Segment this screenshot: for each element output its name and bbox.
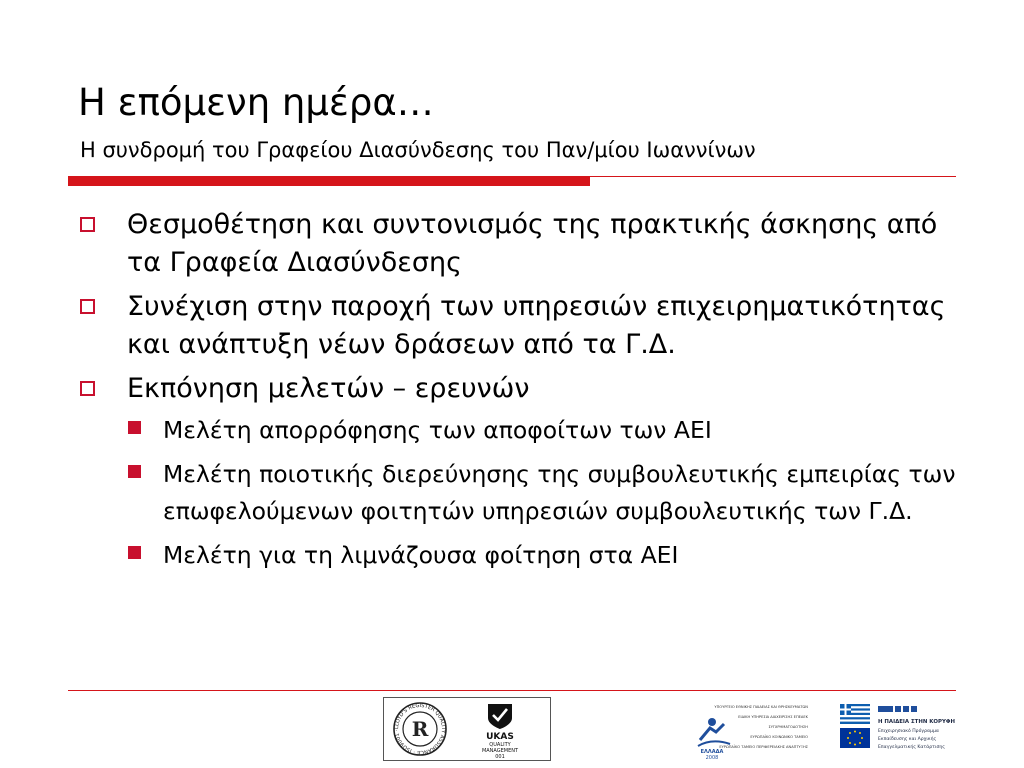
greek-flag-icon bbox=[840, 704, 870, 724]
program-line: Εκπαίδευσης και Αρχικής bbox=[878, 737, 937, 742]
funding-logos bbox=[690, 702, 960, 760]
bullet-item bbox=[80, 288, 960, 364]
slide-title: Η επόμενη ημέρα… bbox=[78, 81, 434, 124]
ellada-2008-logo-icon bbox=[698, 718, 730, 760]
hollow-square-bullet-icon bbox=[80, 381, 95, 396]
ukas-num: 001 bbox=[495, 754, 505, 760]
ministry-line: ΣΥΓΧΡΗΜΑΤΟΔΟΤΗΣΗ bbox=[768, 725, 808, 729]
ellada-label: ΕΛΛΑΔΑ bbox=[700, 749, 724, 755]
sub-bullet-text: Μελέτη για τη λιμνάζουσα φοίτηση στα ΑΕΙ bbox=[163, 541, 679, 569]
filled-square-bullet-icon bbox=[128, 546, 141, 559]
title-rule-thin bbox=[590, 176, 956, 177]
ukas-sub2: MANAGEMENT bbox=[481, 748, 519, 754]
certification-logos-svg bbox=[384, 698, 550, 760]
sub-bullet-text: Μελέτη ποιοτικής διερεύνησης της συμβουλευτικής εμπειρίας των επωφελούμενων φοιτητών υπηρεσιών συμβουλευτικής των Γ.Δ. bbox=[163, 460, 956, 525]
program-text-block bbox=[878, 719, 955, 750]
footer-rule bbox=[68, 690, 956, 691]
bullet-item bbox=[80, 370, 960, 408]
program-line: Επιχειρησιακό Πρόγραμμα bbox=[878, 729, 939, 734]
title-rule-thick bbox=[68, 176, 590, 186]
hollow-square-bullet-icon bbox=[80, 299, 95, 314]
bullet-text: Εκπόνηση μελετών – ερευνών bbox=[127, 373, 530, 404]
ministry-line: ΕΙΔΙΚΗ ΥΠΗΡΕΣΙΑ ΔΙΑΧΕΙΡΙΣΗΣ ΕΠΕΑΕΚ bbox=[738, 715, 808, 719]
program-logo-icon bbox=[878, 706, 917, 712]
bullet-list bbox=[80, 206, 960, 581]
eu-flag-icon bbox=[840, 728, 870, 748]
lloyds-seal-icon bbox=[394, 703, 446, 755]
seal-ring-text: LLOYD'S REGISTER QUALITY ASSURANCE · ISO9001 · bbox=[393, 702, 447, 756]
ukas-sub1: QUALITY bbox=[489, 742, 511, 748]
ukas-name: UKAS bbox=[486, 732, 514, 742]
seal-letter: R bbox=[411, 717, 429, 741]
filled-square-bullet-icon bbox=[128, 421, 141, 434]
bullet-item bbox=[80, 206, 960, 282]
filled-square-bullet-icon bbox=[128, 465, 141, 478]
sub-bullet-item bbox=[128, 412, 960, 449]
ukas-logo-icon bbox=[482, 704, 519, 760]
sub-bullet-text: Μελέτη απορρόφησης των αποφοίτων των ΑΕΙ bbox=[163, 416, 712, 444]
sub-bullet-item bbox=[128, 537, 960, 574]
certification-logos bbox=[383, 697, 551, 761]
program-line: Επαγγελματικής Κατάρτισης bbox=[878, 745, 945, 750]
ministry-line: ΕΥΡΩΠΑΪΚΟ ΤΑΜΕΙΟ ΠΕΡΙΦΕΡΕΙΑΚΗΣ ΑΝΑΠΤΥΞΗΣ bbox=[719, 745, 808, 749]
ellada-year: 2008 bbox=[705, 755, 719, 760]
hollow-square-bullet-icon bbox=[80, 217, 95, 232]
sub-bullet-list bbox=[128, 412, 960, 574]
slide-subtitle: Η συνδρομή του Γραφείου Διασύνδεσης του Παν/μίου Ιωαννίνων bbox=[80, 138, 756, 162]
ministry-line: ΕΥΡΩΠΑΪΚΟ ΚΟΙΝΩΝΙΚΟ ΤΑΜΕΙΟ bbox=[750, 735, 808, 739]
bullet-text: Θεσμοθέτηση και συντονισμός της πρακτικής άσκησης από τα Γραφεία Διασύνδεσης bbox=[127, 209, 938, 278]
funding-logos-svg bbox=[690, 702, 960, 760]
sub-bullet-item bbox=[128, 456, 960, 530]
ministry-line: ΥΠΟΥΡΓΕΙΟ ΕΘΝΙΚΗΣ ΠΑΙΔΕΙΑΣ ΚΑΙ ΘΡΗΣΚΕΥΜΑΤΩΝ bbox=[714, 705, 808, 709]
program-title: Η ΠΑΙΔΕΙΑ ΣΤΗΝ ΚΟΡΥΦΗ bbox=[878, 719, 955, 725]
ministry-text-block bbox=[714, 705, 808, 749]
bullet-text: Συνέχιση στην παροχή των υπηρεσιών επιχειρηματικότητας και ανάπτυξη νέων δράσεων από τα Γ.Δ. bbox=[127, 291, 946, 360]
